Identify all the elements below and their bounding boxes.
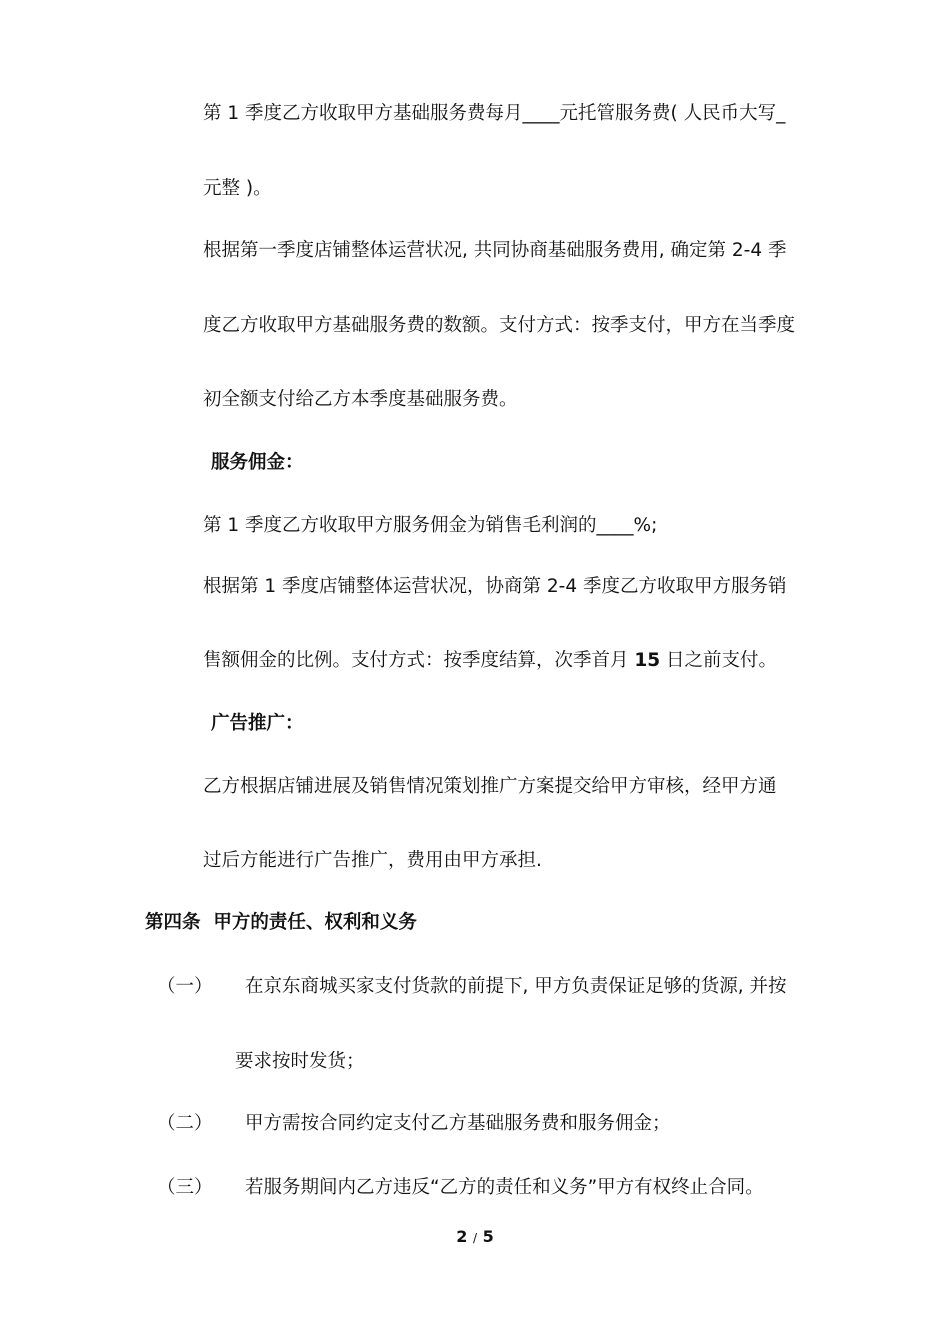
page-separator: / xyxy=(472,1231,478,1245)
paragraph-line: 乙方根据店铺进展及销售情况策划推广方案提交给甲方审核，经甲方通 xyxy=(203,776,777,797)
text: 日之前支付。 xyxy=(660,650,778,671)
list-item-number: （一） xyxy=(157,976,213,997)
current-page: 2 xyxy=(456,1227,468,1246)
subheading-commission: 服务佣金： xyxy=(211,452,304,473)
list-item-text: 若服务期间内乙方违反“乙方的责任和义务”甲方有权终止合同。 xyxy=(245,1177,764,1198)
list-item-text: 甲方需按合同约定支付乙方基础服务费和服务佣金； xyxy=(245,1113,671,1134)
list-item-text: 在京东商城买家支付货款的前提下, 甲方负责保证足够的货源, 并按 xyxy=(245,976,787,997)
paragraph-line: 根据第一季度店铺整体运营状况, 共同协商基础服务费用, 确定第 2-4 季 xyxy=(203,240,787,261)
paragraph-line: 根据第 1 季度店铺整体运营状况，协商第 2-4 季度乙方收取甲方服务销 xyxy=(203,576,787,597)
subheading-advertising: 广告推广： xyxy=(211,713,304,734)
paragraph-line xyxy=(203,649,777,673)
list-item-text: 要求按时发货； xyxy=(235,1051,365,1072)
page-number xyxy=(0,1227,950,1246)
paragraph-line: 第 1 季度乙方收取甲方基础服务费每月____元托管服务费( 人民币大写_ xyxy=(203,103,786,124)
list-item-number: （三） xyxy=(157,1177,213,1198)
paragraph-line: 过后方能进行广告推广，费用由甲方承担. xyxy=(203,850,542,871)
paragraph-line: 元整 )。 xyxy=(203,178,272,199)
paragraph-line: 初全额支付给乙方本季度基础服务费。 xyxy=(203,389,518,410)
paragraph-line: 第 1 季度乙方收取甲方服务佣金为销售毛利润的____%; xyxy=(203,515,658,536)
day-number: 15 xyxy=(634,650,661,671)
list-item-number: （二） xyxy=(157,1113,213,1134)
section-heading: 第四条 甲方的责任、权利和义务 xyxy=(145,912,417,933)
total-pages: 5 xyxy=(482,1227,494,1246)
text: 售额佣金的比例。支付方式：按季度结算，次季首月 xyxy=(203,650,635,671)
paragraph-line: 度乙方收取甲方基础服务费的数额。支付方式：按季支付，甲方在当季度 xyxy=(203,315,796,336)
